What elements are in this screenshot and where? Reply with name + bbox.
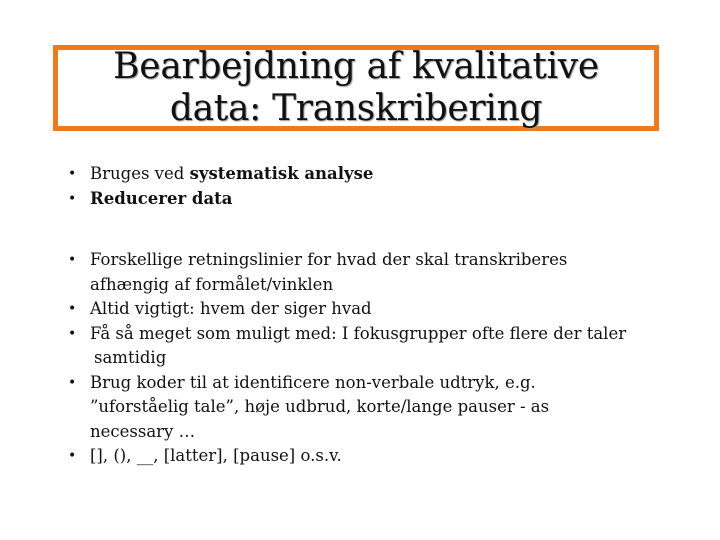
- slide-title-line-2: data: Transkribering: [169, 88, 543, 129]
- bullet-line: afhængig af formålet/vinklen: [90, 274, 334, 294]
- bullet-line: • Altid vigtigt: hvem der siger hvad: [90, 299, 372, 318]
- bullet-line: samtidig: [94, 348, 167, 367]
- bullet-item: [68, 444, 668, 469]
- bullet-item: [68, 162, 668, 187]
- bullet-text-bold: systematisk analyse: [189, 164, 374, 183]
- bullet-text-bold: Reducerer data: [90, 188, 233, 208]
- bullet-line: necessary …: [90, 421, 196, 441]
- bullet-line: • [], (), __, [latter], [pause] o.s.v.: [90, 446, 342, 465]
- bullet-line: • Brug koder til at identificere non-verbale udtryk, e.g.: [90, 372, 536, 392]
- bullet-item: [68, 187, 668, 212]
- bullet-item: [68, 297, 668, 322]
- bullet-text: Bruges ved: [90, 164, 190, 183]
- bullet-list-primary: [68, 162, 668, 211]
- slide-title-line-1: Bearbejdning af kvalitative: [113, 46, 599, 87]
- bullet-line: • Få så meget som muligt med: I fokusgrupper ofte flere der taler: [90, 323, 627, 343]
- bullet-line: • Forskellige retningslinier for hvad der skal transkriberes: [90, 250, 568, 269]
- bullet-list-secondary: [68, 248, 668, 469]
- bullet-item: [68, 371, 668, 445]
- slide-title-box: [53, 45, 659, 131]
- bullet-item: [68, 248, 668, 297]
- bullet-item: [68, 322, 668, 371]
- bullet-line: ”uforståelig tale”, høje udbrud, korte/lange pauser - as: [90, 397, 550, 416]
